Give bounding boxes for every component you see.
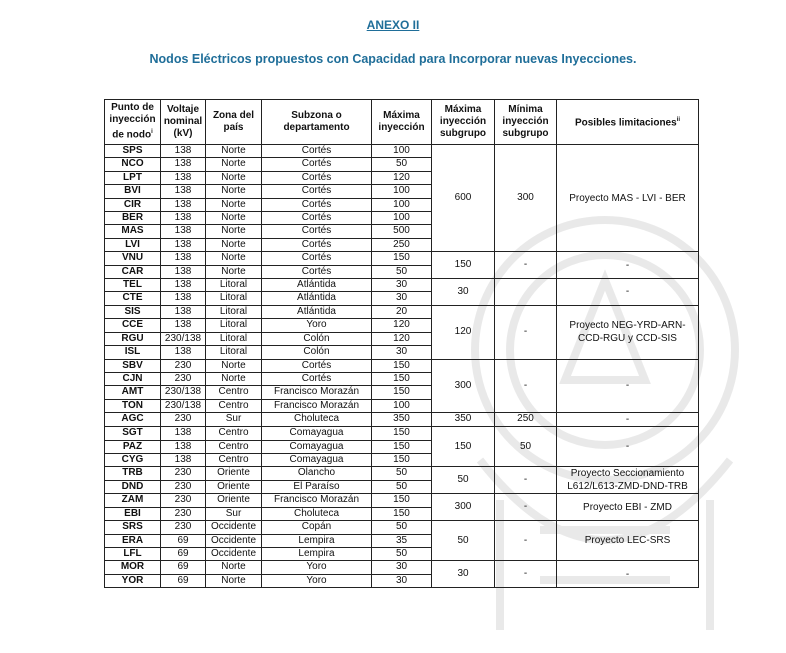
node-code-cell: ZAM [105,494,161,507]
subzone-cell: Lempira [262,547,372,560]
table-row [105,145,699,158]
voltage-cell: 138 [161,279,206,292]
node-code-cell: BVI [105,185,161,198]
node-code-cell: BER [105,212,161,225]
subzone-cell: Yoro [262,319,372,332]
node-code-cell: CJN [105,372,161,385]
table-row [105,427,699,440]
max-injection-cell: 250 [372,238,432,251]
max-injection-cell: 30 [372,574,432,587]
max-injection-subgroup-cell: 300 [432,359,495,413]
zone-cell: Litoral [206,346,262,359]
max-injection-cell: 150 [372,372,432,385]
voltage-cell: 138 [161,198,206,211]
max-injection-subgroup-cell: 300 [432,494,495,521]
max-injection-cell: 30 [372,279,432,292]
max-injection-subgroup-cell: 50 [432,521,495,561]
node-code-cell: LFL [105,547,161,560]
max-injection-cell: 50 [372,265,432,278]
max-injection-cell: 120 [372,332,432,345]
min-injection-subgroup-cell: - [495,359,557,413]
min-injection-subgroup-cell: 250 [495,413,557,427]
nodes-table [104,99,699,588]
subzone-cell: Cortés [262,185,372,198]
zone-cell: Occidente [206,547,262,560]
voltage-cell: 138 [161,319,206,332]
max-injection-cell: 30 [372,292,432,305]
voltage-cell: 230 [161,480,206,494]
zone-cell: Norte [206,372,262,385]
zone-cell: Centro [206,386,262,399]
subzone-cell: Choluteca [262,413,372,427]
max-injection-cell: 30 [372,561,432,574]
subzone-cell: Cortés [262,212,372,225]
voltage-cell: 230/138 [161,386,206,399]
max-injection-cell: 500 [372,225,432,238]
limitations-cell: Proyecto MAS - LVI - BER [557,145,699,252]
node-code-cell: MOR [105,561,161,574]
max-injection-cell: 120 [372,319,432,332]
voltage-cell: 138 [161,238,206,251]
max-injection-cell: 50 [372,521,432,534]
subzone-cell: Cortés [262,252,372,265]
node-code-cell: DND [105,480,161,494]
table-row [105,252,699,265]
limitations-cell: Proyecto Seccionamiento L612/L613-ZMD-DND-TRB [557,467,699,494]
voltage-cell: 138 [161,265,206,278]
zone-cell: Norte [206,359,262,372]
max-injection-cell: 50 [372,158,432,171]
zone-cell: Norte [206,574,262,587]
node-code-cell: TEL [105,279,161,292]
subzone-cell: Comayagua [262,440,372,453]
max-injection-cell: 20 [372,305,432,318]
subzone-cell: Comayagua [262,453,372,466]
voltage-cell: 69 [161,547,206,560]
max-injection-subgroup-cell: 150 [432,427,495,467]
subzone-cell: Cortés [262,198,372,211]
subzone-cell: Comayagua [262,427,372,440]
max-injection-cell: 150 [372,252,432,265]
node-code-cell: SBV [105,359,161,372]
max-injection-cell: 150 [372,440,432,453]
zone-cell: Litoral [206,292,262,305]
max-injection-cell: 150 [372,453,432,466]
voltage-cell: 230 [161,359,206,372]
table-row [105,467,699,481]
zone-cell: Litoral [206,332,262,345]
node-code-cell: CTE [105,292,161,305]
annex-heading-text: ANEXO II [366,18,420,32]
node-code-cell: NCO [105,158,161,171]
zone-cell: Norte [206,185,262,198]
zone-cell: Oriente [206,467,262,481]
table-row [105,494,699,507]
zone-cell: Centro [206,399,262,412]
zone-cell: Litoral [206,279,262,292]
max-injection-cell: 100 [372,185,432,198]
max-injection-subgroup-cell: 30 [432,279,495,306]
min-injection-subgroup-cell: - [495,561,557,588]
zone-cell: Centro [206,427,262,440]
zone-cell: Oriente [206,480,262,494]
limitations-cell: Proyecto EBI - ZMD [557,494,699,521]
max-injection-cell: 50 [372,547,432,560]
limitations-cell: - [557,413,699,427]
header-injection-point: Punto de inyección de nodo$^i$ [105,100,161,145]
min-injection-subgroup-cell: - [495,252,557,279]
subzone-cell: Cortés [262,359,372,372]
subzone-cell: Francisco Morazán [262,399,372,412]
table-header-row [105,100,699,145]
subzone-cell: Cortés [262,171,372,184]
zone-cell: Oriente [206,494,262,507]
subzone-cell: Atlántida [262,305,372,318]
max-injection-cell: 100 [372,145,432,158]
max-injection-cell: 150 [372,359,432,372]
subzone-cell: Cortés [262,238,372,251]
node-code-cell: CAR [105,265,161,278]
annex-heading [0,16,786,34]
node-code-cell: SRS [105,521,161,534]
zone-cell: Norte [206,238,262,251]
node-code-cell: CCE [105,319,161,332]
voltage-cell: 230 [161,494,206,507]
subzone-cell: Olancho [262,467,372,481]
voltage-cell: 230 [161,507,206,520]
node-code-cell: SIS [105,305,161,318]
limitations-cell: Proyecto LEC-SRS [557,521,699,561]
max-injection-cell: 35 [372,534,432,547]
node-code-cell: AMT [105,386,161,399]
subzone-cell: Cortés [262,145,372,158]
voltage-cell: 138 [161,292,206,305]
min-injection-subgroup-cell [495,279,557,306]
table-row [105,521,699,534]
zone-cell: Norte [206,225,262,238]
max-injection-cell: 50 [372,467,432,481]
document-subtitle: Nodos Eléctricos propuestos con Capacidad para Incorporar nuevas Inyecciones. [149,52,637,66]
voltage-cell: 138 [161,212,206,225]
max-injection-cell: 150 [372,507,432,520]
subzone-cell: Cortés [262,158,372,171]
subzone-cell: Choluteca [262,507,372,520]
zone-cell: Litoral [206,305,262,318]
voltage-cell: 230 [161,467,206,481]
subzone-cell: Cortés [262,265,372,278]
node-code-cell: TRB [105,467,161,481]
voltage-cell: 138 [161,158,206,171]
header-min-injection-subgroup: Mínima inyección subgrupo [495,100,557,145]
table-row [105,305,699,318]
voltage-cell: 138 [161,440,206,453]
zone-cell: Norte [206,145,262,158]
min-injection-subgroup-cell: 50 [495,427,557,467]
subzone-cell: El Paraíso [262,480,372,494]
max-injection-subgroup-cell: 150 [432,252,495,279]
node-code-cell: MAS [105,225,161,238]
max-injection-cell: 100 [372,198,432,211]
voltage-cell: 69 [161,534,206,547]
node-code-cell: LVI [105,238,161,251]
voltage-cell: 69 [161,561,206,574]
subzone-cell: Colón [262,332,372,345]
voltage-cell: 138 [161,427,206,440]
max-injection-cell: 100 [372,212,432,225]
subzone-cell: Yoro [262,574,372,587]
subzone-cell: Colón [262,346,372,359]
header-nominal-voltage: Voltaje nominal (kV) [161,100,206,145]
node-code-cell: RGU [105,332,161,345]
voltage-cell: 230 [161,521,206,534]
limitations-cell: Proyecto NEG-YRD-ARN-CCD-RGU y CCD-SIS [557,305,699,359]
limitations-cell: - [557,359,699,413]
voltage-cell: 138 [161,453,206,466]
subzone-cell: Atlántida [262,292,372,305]
zone-cell: Occidente [206,534,262,547]
max-injection-subgroup-cell: 600 [432,145,495,252]
subzone-cell: Yoro [262,561,372,574]
voltage-cell: 230/138 [161,332,206,345]
limitations-cell: - [557,561,699,588]
zone-cell: Sur [206,413,262,427]
subzone-cell: Francisco Morazán [262,386,372,399]
node-code-cell: PAZ [105,440,161,453]
min-injection-subgroup-cell: - [495,494,557,521]
voltage-cell: 138 [161,145,206,158]
zone-cell: Centro [206,453,262,466]
header-zone: Zona del país [206,100,262,145]
min-injection-subgroup-cell: - [495,467,557,494]
max-injection-subgroup-cell: 120 [432,305,495,359]
zone-cell: Centro [206,440,262,453]
node-code-cell: VNU [105,252,161,265]
header-max-injection: Máxima inyección [372,100,432,145]
max-injection-cell: 100 [372,399,432,412]
max-injection-cell: 50 [372,480,432,494]
subzone-cell: Lempira [262,534,372,547]
min-injection-subgroup-cell: - [495,521,557,561]
subzone-cell: Francisco Morazán [262,494,372,507]
voltage-cell: 230 [161,372,206,385]
zone-cell: Norte [206,265,262,278]
subzone-cell: Atlántida [262,279,372,292]
zone-cell: Litoral [206,319,262,332]
zone-cell: Norte [206,198,262,211]
voltage-cell: 138 [161,252,206,265]
node-code-cell: AGC [105,413,161,427]
min-injection-subgroup-cell: - [495,305,557,359]
node-code-cell: LPT [105,171,161,184]
zone-cell: Norte [206,212,262,225]
limitations-cell: - [557,252,699,279]
node-code-cell: CYG [105,453,161,466]
limitations-cell: - [557,279,699,306]
subzone-cell: Cortés [262,372,372,385]
zone-cell: Norte [206,252,262,265]
voltage-cell: 138 [161,171,206,184]
zone-cell: Occidente [206,521,262,534]
max-injection-cell: 150 [372,494,432,507]
zone-cell: Norte [206,171,262,184]
zone-cell: Norte [206,561,262,574]
node-code-cell: ERA [105,534,161,547]
subzone-cell: Cortés [262,225,372,238]
voltage-cell: 138 [161,185,206,198]
max-injection-cell: 150 [372,427,432,440]
min-injection-subgroup-cell: 300 [495,145,557,252]
table-body [105,145,699,588]
header-max-injection-subgroup: Máxima inyección subgrupo [432,100,495,145]
max-injection-subgroup-cell: 350 [432,413,495,427]
voltage-cell: 230 [161,413,206,427]
node-code-cell: SPS [105,145,161,158]
voltage-cell: 138 [161,346,206,359]
max-injection-subgroup-cell: 50 [432,467,495,494]
voltage-cell: 69 [161,574,206,587]
max-injection-cell: 150 [372,386,432,399]
voltage-cell: 230/138 [161,399,206,412]
max-injection-cell: 30 [372,346,432,359]
header-limitations: Posibles limitaciones$^{ii}$ [557,100,699,145]
max-injection-cell: 350 [372,413,432,427]
max-injection-subgroup-cell: 30 [432,561,495,588]
node-code-cell: SGT [105,427,161,440]
node-code-cell: ISL [105,346,161,359]
zone-cell: Sur [206,507,262,520]
table-row [105,413,699,427]
header-subzone: Subzona o departamento [262,100,372,145]
max-injection-cell: 120 [372,171,432,184]
node-code-cell: TON [105,399,161,412]
voltage-cell: 138 [161,225,206,238]
table-row [105,279,699,292]
subzone-cell: Copán [262,521,372,534]
node-code-cell: YOR [105,574,161,587]
table-row [105,359,699,372]
table-row [105,561,699,574]
zone-cell: Norte [206,158,262,171]
voltage-cell: 138 [161,305,206,318]
limitations-cell: - [557,427,699,467]
node-code-cell: EBI [105,507,161,520]
node-code-cell: CIR [105,198,161,211]
